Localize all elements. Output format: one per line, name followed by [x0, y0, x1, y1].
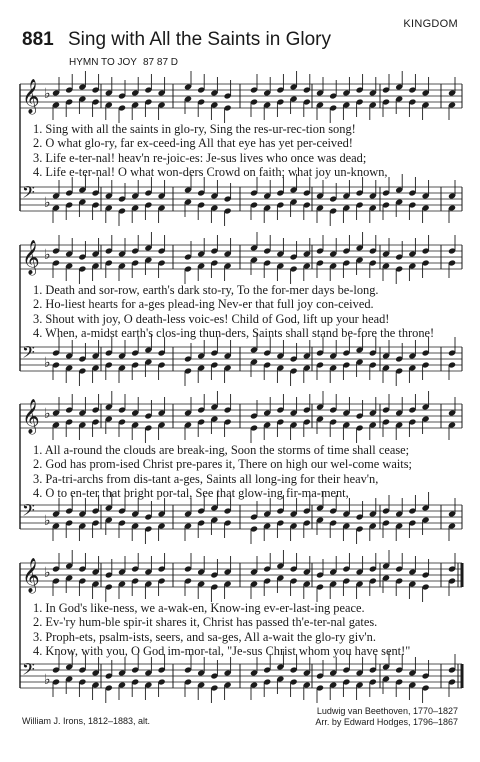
lyric-line: 2. Ev-'ry hum-ble spir-it shares it, Christ has passed th'e-ter-nal gates.	[33, 615, 378, 630]
bass-clef-icon: 𝄢	[22, 500, 35, 524]
treble-clef-icon: 𝄞	[22, 79, 40, 114]
music-credits	[315, 706, 458, 728]
treble-clef-icon: 𝄞	[22, 240, 40, 275]
lyric-line: 4. Life e-ter-nal! O what won-ders Crowd on faith; what joy un-known,	[33, 164, 388, 179]
lyric-line: 1. In God's like-ness, we a-wak-en, Know-ing ev-er-last-ing peace.	[33, 601, 365, 615]
lyric-line: 1. Sing with all the saints in glo-ry, Sing the res-ur-rec-tion song!	[33, 122, 356, 136]
arrangement-credit: Arr. by Edward Hodges, 1796–1867	[315, 717, 458, 727]
lyric-line: 2. Ho-liest hearts for a-ges plead-ing Nev-er that full joy con-ceived.	[33, 297, 374, 312]
tune-meter: 87 87 D	[142, 57, 179, 68]
bass-clef-icon: 𝄢	[22, 182, 35, 206]
key-signature-flat-icon: ♭	[44, 406, 51, 422]
key-signature-flat-icon: ♭	[44, 247, 51, 263]
bass-clef-icon: 𝄢	[22, 659, 35, 683]
tune-name: HYMN TO JOY	[69, 57, 137, 68]
key-signature-flat-icon: ♭	[44, 565, 51, 581]
system-2-lyrics	[33, 283, 467, 340]
system-1-lyrics	[33, 122, 467, 179]
treble-clef-icon: 𝄞	[22, 558, 40, 593]
section-label: KINGDOM	[403, 18, 458, 30]
lyric-line: 3. Pa-tri-archs from dis-tant a-ges, Saints all long-ing for their heav'n,	[33, 471, 379, 486]
lyric-line: 4. O to en-ter that bright por-tal, See that glow-ing fir-ma-ment,	[33, 485, 349, 500]
lyric-line: 2. O what glo-ry, far ex-ceed-ing All that eye has yet per-ceived!	[33, 136, 353, 151]
key-signature-flat-icon: ♭	[44, 355, 51, 371]
lyric-line: 3. Life e-ter-nal! heav'n re-joic-es: Je-sus lives who once was dead;	[33, 150, 367, 165]
key-signature-flat-icon: ♭	[44, 672, 51, 688]
words-credit: William J. Irons, 1812–1883, alt.	[22, 716, 151, 726]
key-signature-flat-icon: ♭	[44, 513, 51, 529]
lyric-line: 1. All a-round the clouds are break-ing, Soon the storms of time shall cease;	[33, 443, 410, 457]
hymn-number: 881	[22, 29, 54, 50]
bass-clef-icon: 𝄢	[22, 342, 35, 366]
key-signature-flat-icon: ♭	[44, 195, 51, 211]
lyric-line: 1. Death and sor-row, earth's dark sto-ry, To the for-mer days be-long.	[33, 283, 379, 297]
lyric-line: 2. God has prom-ised Christ pre-pares it, There on high our wel-come waits;	[33, 457, 412, 472]
lyric-line: 4. Know, with you, O God im-mor-tal, "Je-sus Christ whom you have sent!"	[33, 643, 411, 658]
lyric-line: 3. Proph-ets, psalm-ists, seers, and sa-ges, All a-wait the glo-ry giv'n.	[33, 629, 376, 644]
music-credit: Ludwig van Beethoven, 1770–1827	[316, 706, 458, 716]
hymn-title: Sing with All the Saints in Glory	[68, 29, 331, 50]
key-signature-flat-icon: ♭	[44, 86, 51, 102]
system-3-lyrics	[33, 443, 467, 500]
treble-clef-icon: 𝄞	[22, 399, 40, 434]
system-4-lyrics	[33, 601, 467, 658]
lyric-line: 4. When, a-midst earth's clos-ing thun-ders, Saints shall stand be-fore the throne!	[33, 325, 435, 340]
lyric-line: 3. Shout with joy, O death-less voic-es! Child of God, lift up your head!	[33, 311, 390, 326]
